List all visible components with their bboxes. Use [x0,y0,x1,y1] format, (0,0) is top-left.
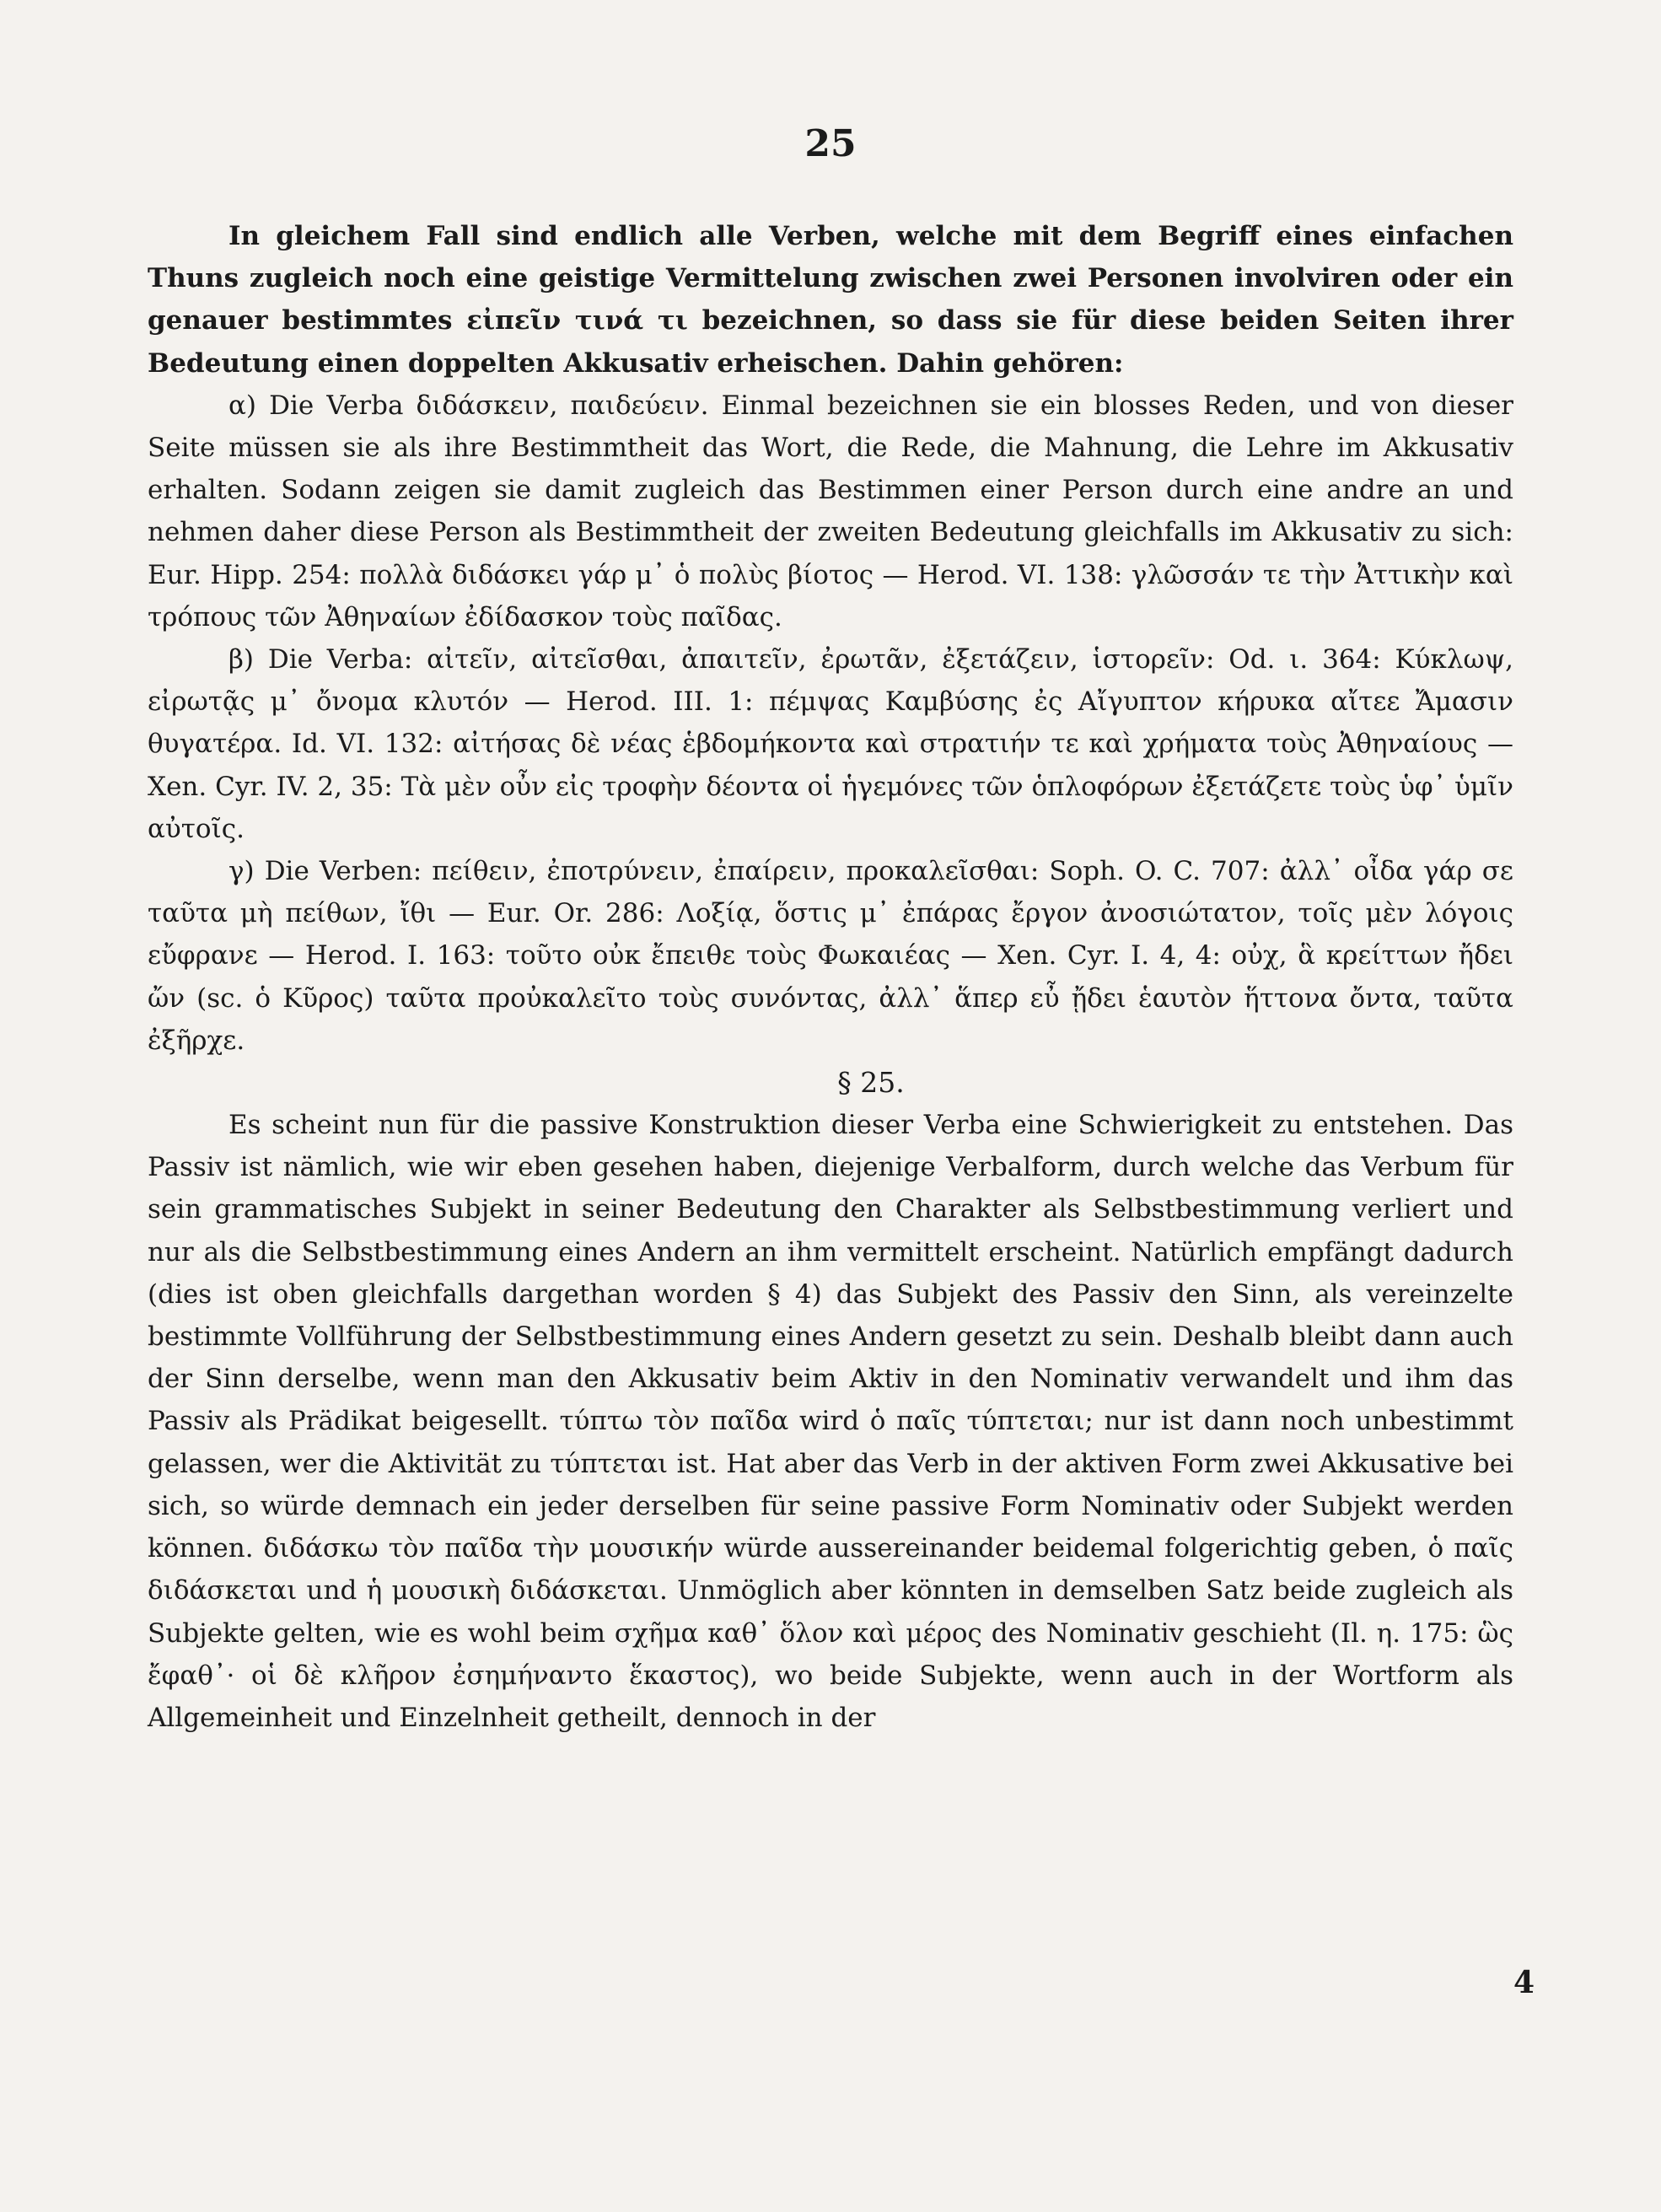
signature-mark: 4 [1513,1965,1535,2000]
paragraph-gamma: γ) Die Verben: πείθειν, ἐποτρύνειν, ἐπαίρειν, προκαλεῖσθαι: Soph. O. C. 707: ἀλλ᾽ οἶδα γάρ σε ταῦτα μὴ πείθων, ἴθι — Eur. Or. 286: Λοξίᾳ, ὅστις μ᾽ ἐπάρας ἔργον ἀνοσιώτατον, τοῖς μὲν λόγοις εὔφρανε — Herod. I. 163: τοῦτο οὐκ ἔπειθε τοὺς Φωκαιέας — Xen. Cyr. I. 4, 4: οὐχ, ἃ κρείττων ἤδει ὤν (sc. ὁ Κῦρος) ταῦτα προὐκαλεῖτο τοὺς συνόντας, ἀλλ᾽ ἅπερ εὖ ᾔδει ἑαυτὸν ἥττονα ὄντα, ταῦτα ἐξῆρχε. [148,856,1513,1056]
paragraph-beta: β) Die Verba: αἰτεῖν, αἰτεῖσθαι, ἀπαιτεῖν, ἐρωτᾶν, ἐξετάζειν, ἱστορεῖν: Od. ι. 364: Κύκλωψ, εἰρωτᾷς μ᾽ ὄνομα κλυτόν — Herod. III. 1: πέμψας Καμβύσης ἐς Αἴγυπτον κήρυκα αἴτεε Ἄμασιν θυγατέρα. Id. VI. 132: αἰτήσας δὲ νέας ἑβδομήκοντα καὶ στρατιήν τε καὶ χρήματα τοὺς Ἀθηναίους — Xen. Cyr. IV. 2, 35: Τὰ μὲν οὖν εἰς τροφὴν δέοντα οἱ ἡγεμόνες τῶν ὁπλοφόρων ἐξετάζετε τοὺς ὑφ᾽ ὑμῖν αὐτοῖς. [148,644,1513,844]
paragraph-alpha: α) Die Verba διδάσκειν, παιδεύειν. Einmal bezeichnen sie ein blosses Reden, und von dieser Seite müssen sie als ihre Bestimmtheit das Wort, die Rede, die Mahnung, die Lehre im Akkusativ erhalten. Sodann zeigen sie damit zugleich das Bestimmen einer Person durch eine andre an und nehmen daher diese Person als Bestimmtheit der zweiten Bedeutung gleichfalls im Akkusativ zu sich: Eur. Hipp. 254: πολλὰ διδάσκει γάρ μ᾽ ὁ πολὺς βίοτος — Herod. VI. 138: γλῶσσάν τε τὴν Ἀττικὴν καὶ τρόπους τῶν Ἀθηναίων ἐδίδασκον τοὺς παῖδας. [148,390,1513,632]
section-heading: § 25. [837,1066,905,1100]
body-text [148,215,1513,1739]
page-number: 25 [804,122,857,165]
paragraph-section-25: Es scheint nun für die passive Konstruktion dieser Verba eine Schwierigkeit zu entstehen. Das Passiv ist nämlich, wie wir eben gesehen haben, diejenige Verbalform, durch welche das Verbum für sein grammatisches Subjekt in seiner Bedeutung den Charakter als Selbstbestimmung verliert und nur als die Selbstbestimmung eines Andern an ihm vermittelt erscheint. Natürlich empfängt dadurch (dies ist oben gleichfalls dargethan worden § 4) das Subjekt des Passiv den Sinn, als vereinzelte bestimmte Vollführung der Selbstbestimmung eines Andern gesetzt zu sein. Deshalb bleibt dann auch der Sinn derselbe, wenn man den Akkusativ beim Aktiv in den Nominativ verwandelt und ihm das Passiv als Prädikat beigesellt. τύπτω τὸν παῖδα wird ὁ παῖς τύπτεται; nur ist dann noch unbestimmt gelassen, wer die Aktivität zu τύπτεται ist. Hat aber das Verb in der aktiven Form zwei Akkusative bei sich, so würde demnach ein jeder derselben für seine passive Form Nominativ oder Subjekt werden können. διδάσκω τὸν παῖδα τὴν μουσικήν würde aussereinander beidemal folgerichtig geben, ὁ παῖς διδάσκεται und ἡ μουσικὴ διδάσκεται. Unmöglich aber könnten in demselben Satz beide zugleich als Subjekte gelten, wie es wohl beim σχῆμα καθ᾽ ὅλον καὶ μέρος des Nominativ geschieht (Il. η. 175: ὣς ἔφαθ᾽· οἱ δὲ κλῆρον ἐσημήναντο ἕκαστος), wo beide Subjekte, wenn auch in der Wortform als Allgemeinheit und Einzelnheit getheilt, dennoch in der [148,1110,1513,1733]
paragraph-intro: In gleichem Fall sind endlich alle Verben, welche mit dem Begriff eines einfachen Thuns zugleich noch eine geistige Vermittelung zwischen zwei Personen involviren oder ein genauer bestimmtes εἰπεῖν τινά τι bezeichnen, so dass sie für diese beiden Seiten ihrer Bedeutung einen doppelten Akkusativ erheischen. Dahin gehören: [148,221,1513,379]
